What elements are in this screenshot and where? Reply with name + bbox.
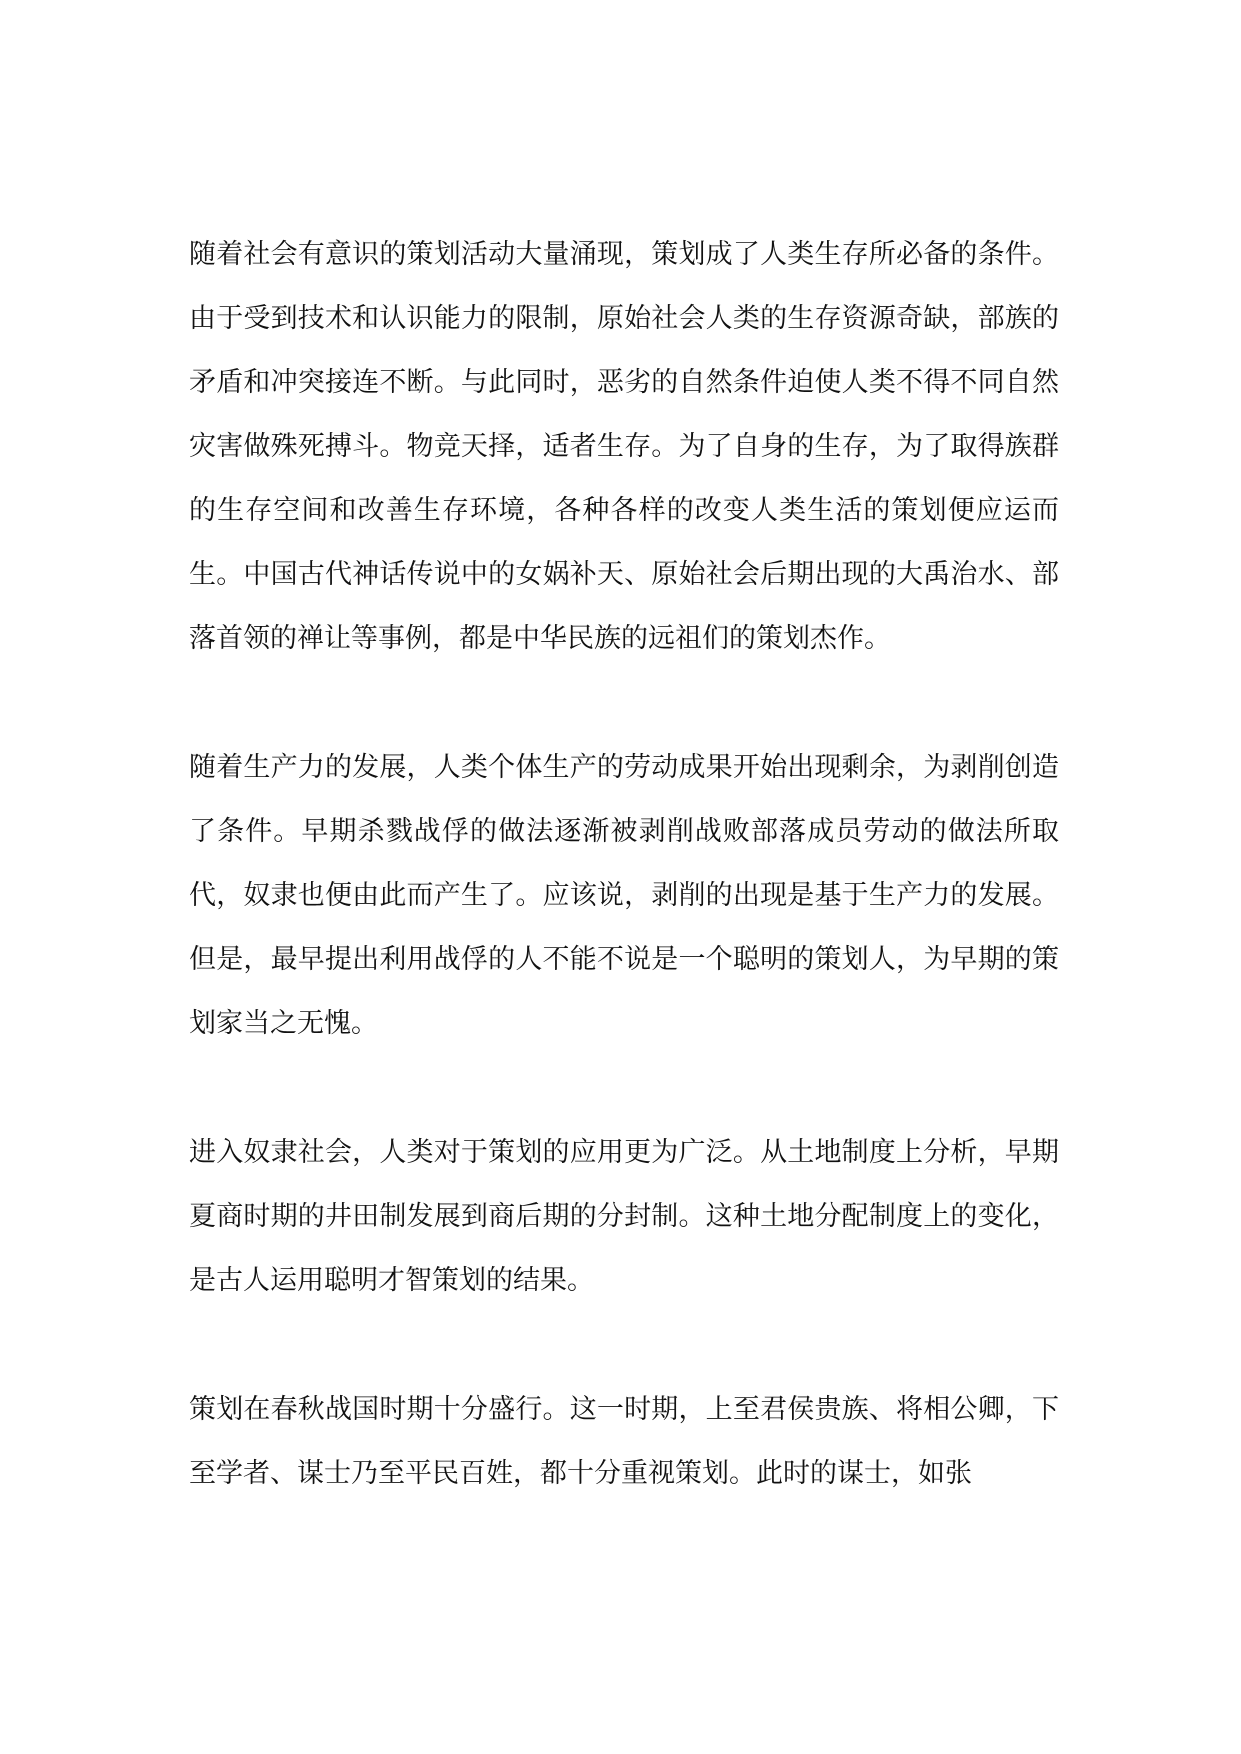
document-body	[189, 223, 1059, 1571]
paragraph-1: 随着社会有意识的策划活动大量涌现，策划成了人类生存所必备的条件。由于受到技术和认识能力的限制，原始社会人类的生存资源奇缺，部族的矛盾和冲突接连不断。与此同时，恶劣的自然条件迫使人类不得不同自然灾害做殊死搏斗。物竞天择，适者生存。为了自身的生存，为了取得族群的生存空间和改善生存环境，各种各样的改变人类生活的策划便应运而生。中国古代神话传说中的女娲补天、原始社会后期出现的大禹治水、部落首领的禅让等事例，都是中华民族的远祖们的策划杰作。	[189, 239, 1059, 654]
paragraph-4: 策划在春秋战国时期十分盛行。这一时期，上至君侯贵族、将相公卿，下至学者、谋士乃至平民百姓，都十分重视策划。此时的谋士，如张	[189, 1394, 1059, 1489]
paragraph-3: 进入奴隶社会，人类对于策划的应用更为广泛。从土地制度上分析，早期夏商时期的井田制发展到商后期的分封制。这种土地分配制度上的变化，是古人运用聪明才智策划的结果。	[189, 1137, 1059, 1296]
paragraph-2: 随着生产力的发展，人类个体生产的劳动成果开始出现剩余，为剥削创造了条件。早期杀戮战俘的做法逐渐被剥削战败部落成员劳动的做法所取代，奴隶也便由此而产生了。应该说，剥削的出现是基于生产力的发展。但是，最早提出利用战俘的人不能不说是一个聪明的策划人，为早期的策划家当之无愧。	[189, 752, 1059, 1039]
